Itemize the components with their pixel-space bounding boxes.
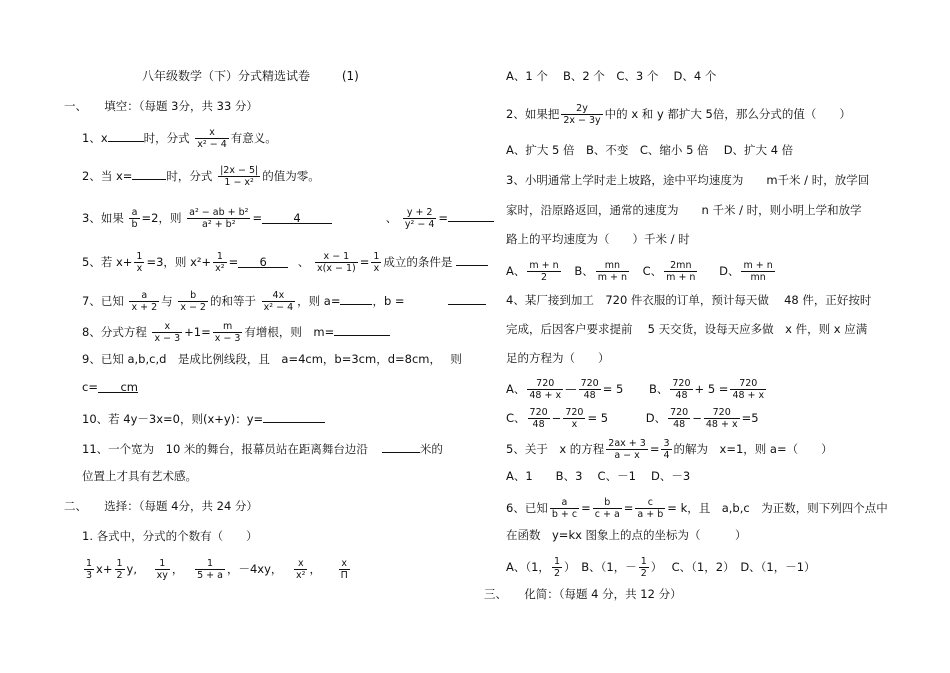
fraction <box>339 558 350 581</box>
denominator: mn <box>741 271 774 283</box>
numerator: 720 <box>670 407 689 418</box>
denominator: c + a <box>594 509 620 520</box>
denominator: m + n <box>597 272 627 283</box>
numerator: mn <box>604 260 620 271</box>
answer-blank[interactable] <box>263 409 325 423</box>
numerator: x <box>164 321 171 332</box>
numerator: 2y <box>576 103 588 114</box>
denominator: x <box>134 262 144 274</box>
numerator: 1 <box>216 251 223 262</box>
choice-6-options: A、（1， $\frac{1}{2}$ ） B、（1，－ $\frac{1}{2}$ ） C、（1，2） D、（1，－1） <box>506 556 816 579</box>
numerator: 2mn <box>670 260 692 271</box>
fraction <box>155 558 170 581</box>
denominator: x − 3 <box>154 333 181 344</box>
numerator: 4x <box>272 290 285 301</box>
denominator: 1 − x² <box>218 176 260 188</box>
denominator: x <box>563 418 585 430</box>
choice-4-options-cd: C、 $\frac{720}{48}$ − $\frac{720}{x}$ = 5 D、 $\frac{720}{48}$ − $\frac{720}{48 + x}$ =5 <box>506 407 759 430</box>
numerator: 1 <box>159 558 166 569</box>
question-9: 9、已知 a,b,c,d 是成比例线段，且 a=4cm，b=3cm，d=8cm， 则 <box>82 352 462 366</box>
numerator: 3 <box>663 438 670 449</box>
denominator: 48 <box>668 418 690 430</box>
choice-3-options: A、 $\frac{m + n}{2}$ B、 $\frac{mn}{m + n}$ C、 $\frac{2mn}{m + n}$ D、 $\frac{m + n}{mn}$ <box>506 260 773 283</box>
choice-2: 2、如果把 $\frac{2y}{2x - 3y}$ 中的 x 和 y 都扩大 5倍，那么分式的值（ ） <box>506 103 851 126</box>
answer-blank[interactable] <box>334 322 390 336</box>
numerator: 1 <box>116 558 123 569</box>
fraction <box>315 251 358 274</box>
numerator: y + 2 <box>406 207 433 218</box>
choice-3-line2: 家时，沿原路返回，通常的速度为 n 千米 / 时，则小明上学和放学 <box>506 203 862 217</box>
choice-2-options: A、扩大 5 倍 B、不变 C、缩小 5 倍 D、扩大 4 倍 <box>506 143 794 157</box>
fraction <box>84 558 94 581</box>
fraction <box>579 378 601 401</box>
fraction <box>563 407 585 430</box>
denominator: 4 <box>663 450 670 461</box>
fraction <box>639 556 649 579</box>
fraction <box>403 207 436 230</box>
denominator: a − x <box>606 449 648 461</box>
denominator: 3 <box>86 570 93 581</box>
denominator: x − 3 <box>214 333 241 344</box>
fraction <box>371 251 381 274</box>
choice-3-line3: 路上的平均速度为（ ）千米 / 时 <box>506 232 690 246</box>
denominator: 2x − 3y <box>563 115 601 126</box>
choice-6-line2: 在函数 y=kx 图象上的点的坐标为（ ） <box>506 528 747 542</box>
fraction <box>187 207 250 230</box>
numerator: 2ax + 3 <box>608 438 646 449</box>
fraction <box>218 165 260 188</box>
answer-blank[interactable] <box>382 439 420 453</box>
denominator: 48 + x <box>529 390 562 401</box>
numerator: a² − ab + b² <box>189 207 249 218</box>
numerator: 1 <box>373 251 380 262</box>
numerator: 720 <box>712 407 731 418</box>
denominator: m + n <box>666 272 696 283</box>
numerator: 1 <box>86 558 93 569</box>
question-9-cont: c= cm <box>82 380 138 394</box>
numerator: a <box>131 207 138 218</box>
fraction <box>195 558 225 581</box>
choice-6: 6、已知 $\frac{a}{b + c}$ = $\frac{b}{c + a}$ = $\frac{c}{a + b}$ = k，且 a,b,c 为正数，则下列四个点中 <box>506 497 888 520</box>
fraction <box>528 407 550 430</box>
denominator: x <box>371 262 381 274</box>
choice-4-line3: 足的方程为（ ） <box>506 351 610 365</box>
fraction <box>635 497 665 520</box>
denominator: 48 + x <box>705 419 738 430</box>
question-3: 3、如果 $\frac{a}{b}$ =2，则 $\frac{\text{a² − ab + b²}}{\text{a² + b²}}$ = 4 、 $\frac{y + 2}{\text{y² − 4}}$ = <box>82 207 494 230</box>
choice-3-line1: 3、小明通常上学时走上坡路，途中平均速度为 m千米 / 时，放学回 <box>506 173 870 187</box>
question-1: 1、x 时，分式 $\frac{x}{\text{x² − 4}}$ 有意义。 <box>82 127 277 150</box>
fraction <box>213 321 243 344</box>
numerator: b <box>190 290 197 301</box>
numerator: |2x − 5| <box>220 165 259 176</box>
denominator: 48 <box>579 389 601 401</box>
numerator: 1 <box>206 558 214 569</box>
fraction <box>129 290 159 313</box>
answer-blank[interactable]: 6 <box>238 254 288 268</box>
numerator: a <box>141 290 148 301</box>
choice-4-options-ab: A、 $\frac{720}{48 + x}$ — $\frac{720}{48}$ = 5 B、 $\frac{720}{48}$ + 5 = $\frac{720}{48 + x}$ <box>506 378 765 401</box>
denominator: 5 + a <box>197 570 223 581</box>
fraction <box>294 558 307 581</box>
numerator: b <box>604 497 611 508</box>
answer-blank[interactable] <box>448 208 494 222</box>
denominator: 2 <box>640 568 647 579</box>
denominator: x² <box>215 263 225 274</box>
denominator: Π <box>340 570 348 581</box>
numerator: 720 <box>739 378 758 389</box>
fraction <box>134 251 144 274</box>
numerator: x <box>341 558 348 569</box>
numerator: m + n <box>529 260 559 271</box>
denominator: x² − 4 <box>263 302 294 313</box>
choice-4-line1: 4、某厂接到加工 720 件衣服的订单，预计每天做 48 件，正好按时 <box>506 293 872 307</box>
fraction <box>552 556 562 579</box>
choice-1-expressions: $\frac{1}{3}$ x+ $\frac{1}{2}$ y, $\frac{1}{xy}$ ， $\frac{1}{5 + a}$ ，－4xy， $\frac{x}{\text{x²}}$ ， $\frac{x}{\Pi}$ <box>86 558 348 581</box>
fraction <box>664 260 697 283</box>
denominator: y² − 4 <box>404 219 435 230</box>
choice-5-options: A、1 B、3 C、－1 D、－3 <box>506 469 691 483</box>
choice-5: 5、关于 x 的方程 $\frac{2ax + 3}{a - x}$ = $\frac{3}{4}$ 的解为 x=1，则 a=（ ） <box>506 438 833 461</box>
choice-4-line2: 完成，后因客户要求提前 5 天交货，设每天应多做 x 件，则 x 应满 <box>506 322 868 336</box>
denominator: x(x − 1) <box>317 263 356 274</box>
answer-blank[interactable] <box>456 252 488 266</box>
fraction <box>213 251 226 274</box>
fraction <box>593 497 622 520</box>
answer-blank[interactable] <box>132 166 166 180</box>
fraction <box>262 290 295 313</box>
fraction <box>550 497 579 520</box>
denominator: x + 2 <box>131 302 158 313</box>
answer-blank[interactable]: cm <box>98 379 138 393</box>
fraction <box>527 378 563 401</box>
choice-1-options: A、1 个 B、2 个 C、3 个 D、4 个 <box>506 69 717 83</box>
fraction <box>668 407 690 430</box>
section-2-heading: 二、 选择：（每题 4分，共 24 分） <box>64 499 258 513</box>
denominator: x² − 4 <box>197 139 227 150</box>
denominator: 2 <box>116 570 123 581</box>
section-1-heading: 一、 填空：（每题 3分，共 33 分） <box>64 99 258 113</box>
denominator: a² + b² <box>187 218 250 230</box>
fraction <box>195 127 228 150</box>
denominator: x² <box>296 570 306 581</box>
question-8: 8、分式方程 $\frac{x}{x - 3}$ +1= $\frac{m}{x - 3}$ 有增根，则 m= <box>82 321 390 344</box>
question-2: 2、当 x= 时，分式 $\frac{|2x - 5|}{\text{1 − x²}}$ 的值为零。 <box>82 165 320 188</box>
numerator: 720 <box>529 407 548 418</box>
question-11-cont: 位置上才具有艺术感。 <box>82 469 197 483</box>
fraction <box>704 407 740 430</box>
question-11: 11、一个宽为 10 米的舞台，报幕员站在距离舞台边沿 米的 <box>82 439 443 457</box>
question-7: 7、已知 $\frac{a}{x + 2}$ 与 $\frac{b}{x - 2}$ 的和等于 $\frac{4x}{\text{x² − 4}}$ ，则 a= ，b = <box>82 290 486 313</box>
question-5: 5、若 x+ $\frac{1}{x}$ =3，则 x²+ $\frac{1}{\text{x²}}$ = 6 、 $\frac{x - 1}{x(x - 1)}$ = $\frac{1}{x}$ 成立的条件是 <box>82 251 488 274</box>
fraction <box>661 438 671 461</box>
numerator: c <box>647 497 653 508</box>
numerator: 720 <box>580 378 599 389</box>
fraction <box>741 260 774 283</box>
answer-blank[interactable]: 4 <box>262 210 332 224</box>
fraction <box>596 260 629 283</box>
fraction <box>606 438 648 461</box>
denominator: 48 <box>670 389 692 401</box>
numerator: x <box>297 558 304 569</box>
denominator: 2 <box>553 568 560 579</box>
fraction <box>178 290 208 313</box>
fraction <box>115 558 125 581</box>
answer-blank[interactable] <box>108 128 144 142</box>
answer-blank[interactable] <box>340 291 372 305</box>
fraction <box>670 378 692 401</box>
denominator: b <box>131 219 138 230</box>
section-3-heading: 三、 化简：（每题 4 分，共 12 分） <box>484 587 682 601</box>
denominator: 48 <box>528 418 550 430</box>
denominator: 48 + x <box>732 390 765 401</box>
answer-blank[interactable] <box>448 291 486 305</box>
numerator: x <box>209 127 215 138</box>
numerator: m + n <box>743 260 773 271</box>
numerator: m <box>222 321 233 332</box>
question-10: 10、若 4y－3x=0，则(x+y)：y= <box>82 409 325 427</box>
denominator: xy <box>156 570 168 581</box>
numerator: x − 1 <box>323 251 350 262</box>
numerator: 720 <box>565 407 584 418</box>
denominator: x − 2 <box>180 302 206 313</box>
fraction <box>561 103 602 126</box>
fraction <box>129 207 139 230</box>
denominator: 2 <box>527 271 560 283</box>
fraction <box>152 321 182 344</box>
numerator: 1 <box>640 556 647 567</box>
numerator: 720 <box>672 378 691 389</box>
numerator: 1 <box>553 556 560 567</box>
exam-title: 八年级数学（下）分式精选试卷 (1) <box>142 69 359 83</box>
numerator: 720 <box>536 378 555 389</box>
numerator: 1 <box>136 251 143 262</box>
denominator: a + b <box>637 509 664 520</box>
fraction <box>730 378 766 401</box>
numerator: a <box>561 497 568 508</box>
denominator: b + c <box>551 509 578 520</box>
choice-1: 1. 各式中，分式的个数有（ ） <box>82 529 258 543</box>
fraction <box>527 260 560 283</box>
